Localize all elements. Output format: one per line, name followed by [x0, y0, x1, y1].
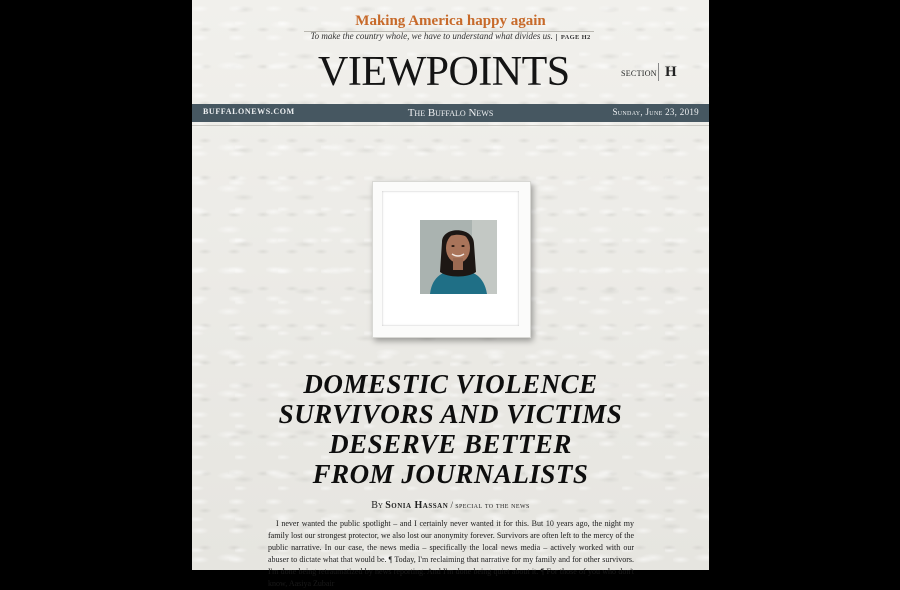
section-label: SECTION: [621, 69, 657, 78]
header-rule: [192, 125, 709, 126]
section-letter: H: [658, 63, 677, 81]
article-body: I never wanted the public spotlight – and I certainly never wanted it for this. But 10 years ago, the night my family lost our strongest protector, we also lost our anonymity forever. Survivors are often left to the mercy of the public narrative. In our case, the news media – specifically the local news media – actively worked with our abuser to dictate what that would be. ¶ Today, I'm reclaiming that narrative for my family and for other survivors. I'm done being retraumatized by news reporting. And I'm done being quiet about it. ¶ For those of you who don't know, Aasiya Zubair: [268, 519, 634, 588]
headline-line: FROM JOURNALISTS: [312, 459, 589, 489]
portrait-frame: [372, 181, 531, 338]
headline-line: SURVIVORS AND VICTIMS: [278, 399, 623, 429]
byline-by: By: [371, 500, 383, 511]
byline-tag: special to the news: [455, 501, 530, 510]
kicker-title[interactable]: Making America happy again: [355, 13, 546, 29]
byline: [192, 500, 709, 511]
issue-date: Sunday, June 23, 2019: [612, 107, 699, 117]
portrait-mat: [382, 191, 519, 326]
byline-author[interactable]: Sonia Hassan: [385, 500, 449, 511]
website-link[interactable]: BUFFALONEWS.COM: [203, 107, 295, 116]
kicker-subtitle: [192, 31, 709, 41]
kicker-subtitle-text: To make the country whole, we have to understand what divides us.: [310, 31, 553, 41]
portrait-photo: [420, 220, 497, 294]
headline-line: DESERVE BETTER: [329, 429, 572, 459]
byline-separator: /: [450, 500, 454, 510]
headline-line: DOMESTIC VIOLENCE: [303, 369, 598, 399]
portrait-illustration: [420, 220, 497, 294]
masthead-title: VIEWPOINTS: [318, 49, 570, 95]
paper-name: The Buffalo News: [407, 107, 494, 119]
article-headline[interactable]: [192, 369, 709, 489]
newspaper-page: [192, 0, 709, 588]
nameplate-bar: [192, 104, 709, 122]
kicker-page-ref[interactable]: PAGE H2: [556, 34, 591, 41]
